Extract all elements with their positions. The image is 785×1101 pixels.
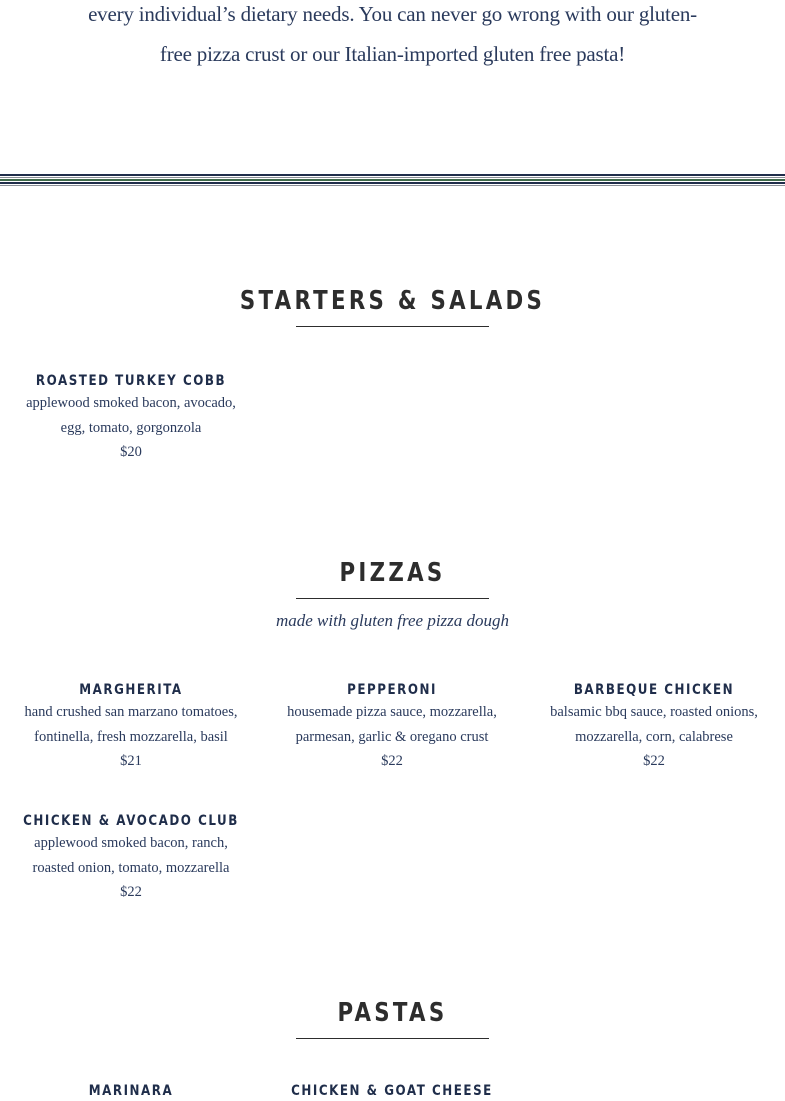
item-description-line-2: parmesan, garlic & oregano crust <box>295 728 489 745</box>
item-description-line-1: applewood smoked bacon, ranch, <box>34 835 228 851</box>
item-name: CHICKEN & GOAT CHEESE <box>291 1083 493 1099</box>
menu-item-marinara <box>0 1081 262 1101</box>
section-divider <box>0 174 785 186</box>
menu-item-barbeque-chicken <box>523 680 785 773</box>
item-price: $22 <box>643 753 665 769</box>
item-price: $20 <box>120 444 142 460</box>
item-description-line-1: housemade pizza sauce, mozzarella, <box>287 704 497 720</box>
pastas-title-rule <box>296 1038 489 1039</box>
menu-item-chicken-goat-cheese <box>261 1081 523 1101</box>
item-price: $22 <box>120 884 142 900</box>
intro-line-2: free pizza crust or our Italian-imported gluten free pasta! <box>159 42 626 66</box>
menu-item-margherita <box>0 680 262 773</box>
item-description-line-2: roasted onion, tomato, mozzarella <box>32 859 230 876</box>
item-description-line-1: hand crushed san marzano tomatoes, <box>24 704 238 720</box>
item-name: BARBEQUE CHICKEN <box>573 682 735 698</box>
pastas-section-title: PASTAS <box>337 998 448 1028</box>
menu-item-pepperoni <box>261 680 523 773</box>
item-name: MARINARA <box>88 1083 174 1099</box>
item-description-line-2: mozzarella, corn, calabrese <box>575 728 733 745</box>
item-name: CHICKEN & AVOCADO CLUB <box>23 813 239 829</box>
starters-section-title: STARTERS & SALADS <box>239 286 546 316</box>
starters-title-rule <box>296 326 489 327</box>
item-name: ROASTED TURKEY COBB <box>35 373 227 389</box>
item-description-line-2: egg, tomato, gorgonzola <box>60 419 202 436</box>
item-description-line-2: fontinella, fresh mozzarella, basil <box>34 728 228 745</box>
item-price: $21 <box>120 753 142 769</box>
item-description-line-1: applewood smoked bacon, avocado, <box>26 395 236 411</box>
item-name: PEPPERONI <box>347 682 437 698</box>
item-price: $22 <box>381 753 403 769</box>
item-description-line-1: balsamic bbq sauce, roasted onions, <box>550 704 758 720</box>
pizzas-section-note: made with gluten free pizza dough <box>275 611 510 630</box>
item-name: MARGHERITA <box>79 682 183 698</box>
menu-item-roasted-turkey-cobb <box>0 371 262 464</box>
pizzas-title-rule <box>296 598 489 599</box>
menu-item-chicken-avocado-club <box>0 811 262 904</box>
intro-line-1: every individual’s dietary needs. You can never go wrong with our gluten- <box>88 2 697 26</box>
intro-paragraph <box>0 0 785 74</box>
pizzas-section-title: PIZZAS <box>339 558 446 588</box>
